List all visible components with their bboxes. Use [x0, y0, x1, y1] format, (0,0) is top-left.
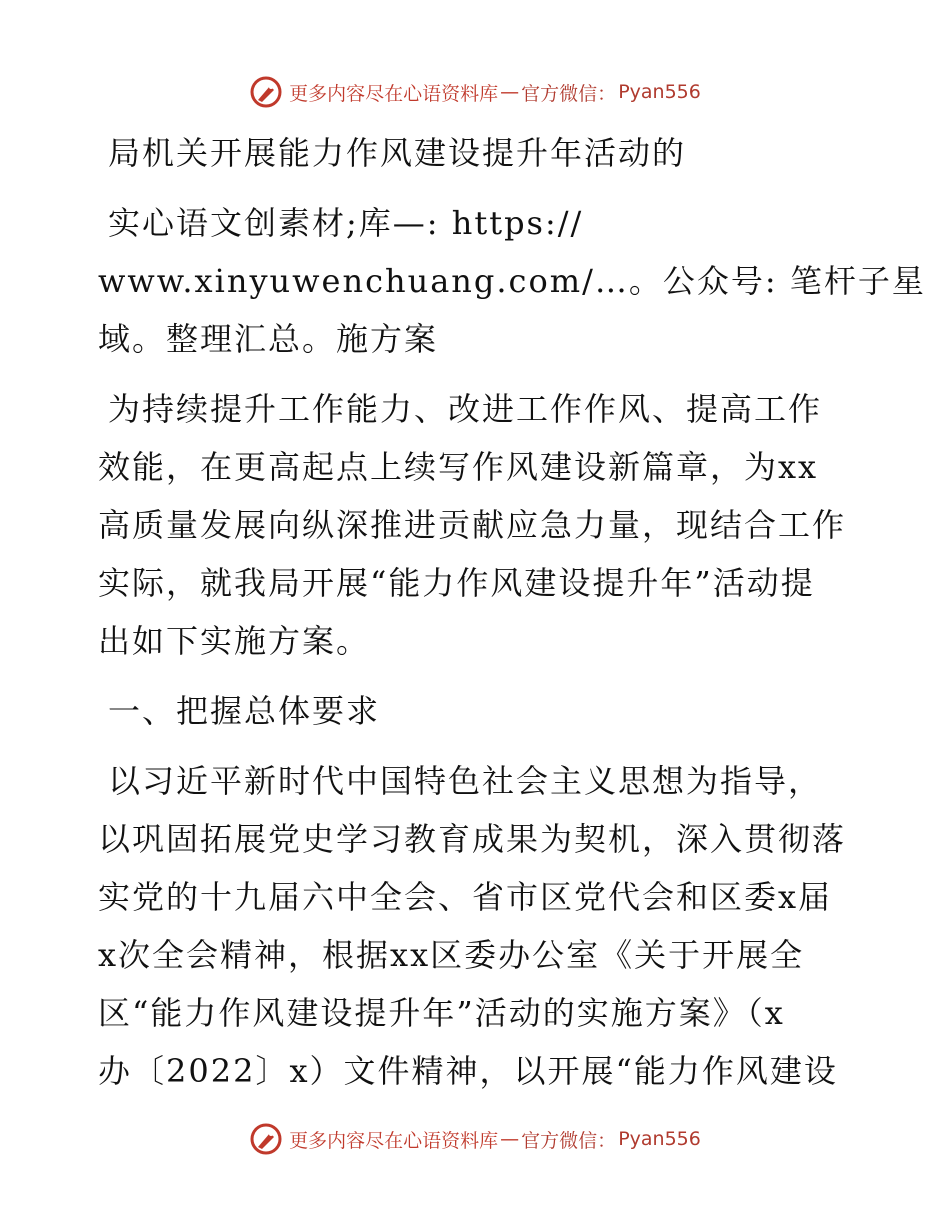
paragraph-line: 实际，就我局开展“能力作风建设提升年”活动提: [98, 564, 815, 602]
title-line: 局机关开展能力作风建设提升年活动的: [108, 134, 687, 172]
paragraph-requirements: [98, 752, 858, 1100]
banner-wechat-label: 官方微信：: [521, 82, 617, 105]
paragraph-line: 高质量发展向纵深推进贡献应急力量，现结合工作: [98, 506, 847, 544]
document-subtitle: [98, 194, 926, 368]
paragraph-line: 出如下实施方案。: [98, 622, 371, 660]
paragraph-intro: [98, 380, 858, 670]
heading-line: 一、把握总体要求: [108, 692, 381, 730]
pen-nib-logo-icon: [249, 75, 283, 109]
document-title: [98, 124, 858, 182]
banner-wechat-account: Pyan556: [618, 81, 701, 103]
subtitle-line: www.xinyuwenchuang.com/…。公众号: 笔杆子星: [98, 262, 926, 300]
footer-banner: [0, 1119, 950, 1159]
document-body: [98, 124, 926, 1100]
paragraph-line: 以巩固拓展党史学习教育成果为契机，深入贯彻落: [98, 820, 847, 858]
banner-separator: —: [500, 1128, 520, 1150]
banner-wechat-label: 官方微信：: [521, 1129, 617, 1152]
header-banner: [0, 72, 950, 112]
section-heading: [98, 682, 858, 740]
paragraph-line: 以习近平新时代中国特色社会主义思想为指导，: [108, 762, 823, 800]
paragraph-line: 效能，在更高起点上续写作风建设新篇章，为xx: [98, 448, 819, 486]
paragraph-line: 区“能力作风建设提升年”活动的实施方案》（x: [98, 994, 785, 1032]
banner-main-text: 更多内容尽在心语资料库: [289, 1129, 499, 1152]
banner-main-text: 更多内容尽在心语资料库: [289, 82, 499, 105]
subtitle-line: 实心语文创素材;库—: https://: [108, 204, 584, 242]
paragraph-line: 为持续提升工作能力、改进工作作风、提高工作: [108, 390, 823, 428]
subtitle-line: 域。整理汇总。施方案: [98, 320, 439, 358]
banner-wechat-account: Pyan556: [618, 1128, 701, 1150]
banner-separator: —: [500, 81, 520, 103]
paragraph-line: x次全会精神，根据xx区委办公室《关于开展全: [98, 936, 805, 974]
paragraph-line: 办〔2022〕x）文件精神，以开展“能力作风建设: [98, 1052, 838, 1090]
pen-nib-logo-icon: [249, 1122, 283, 1156]
paragraph-line: 实党的十九届六中全会、省市区党代会和区委x届: [98, 878, 833, 916]
